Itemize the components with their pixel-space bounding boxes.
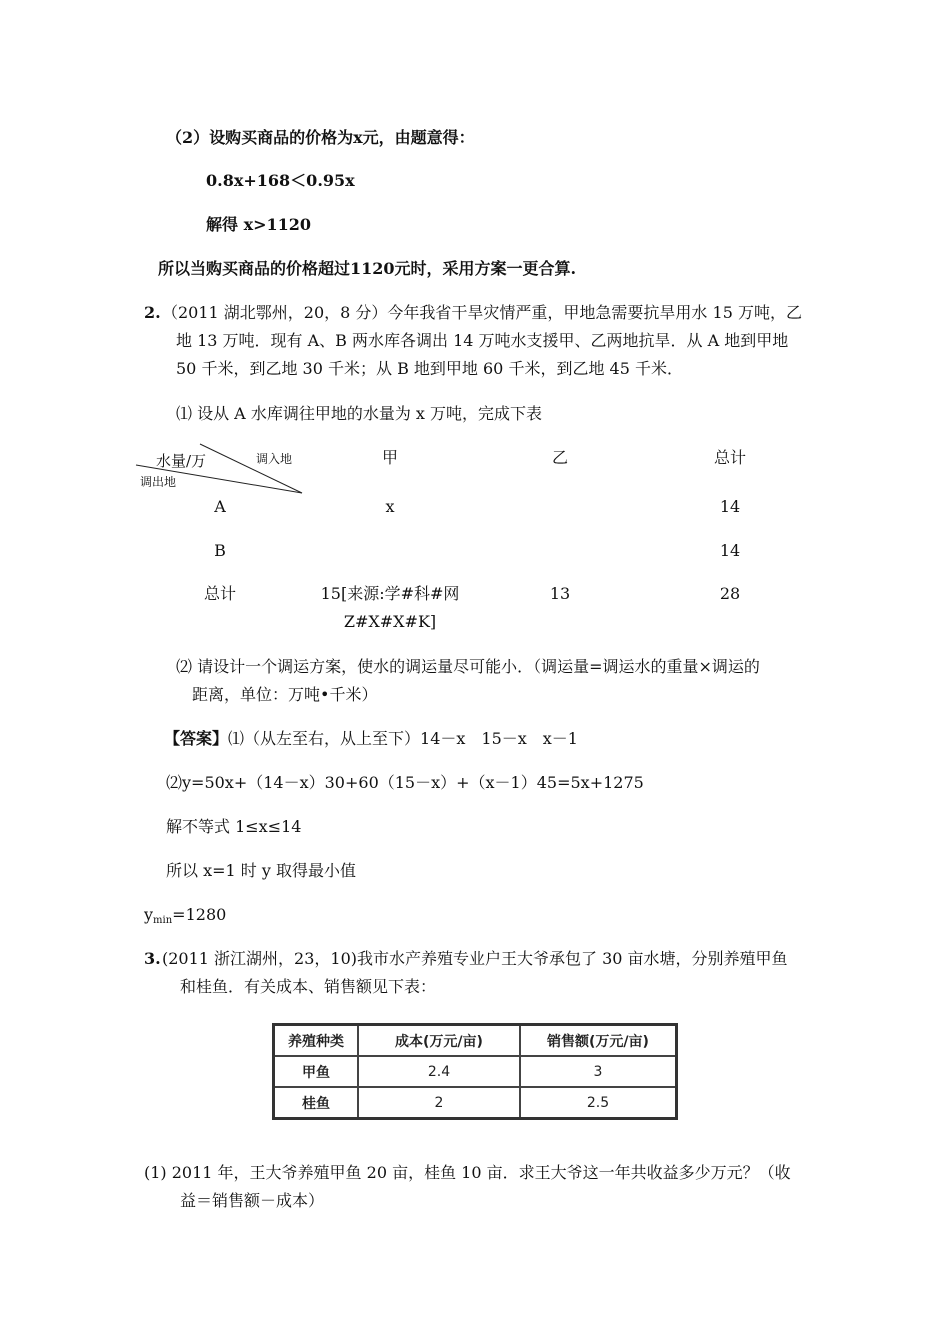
q2-number: 2. xyxy=(144,303,161,322)
ymin-value: =1280 xyxy=(172,905,227,924)
q2-stem-line2: 地 13 万吨．现有 A、B 两水库各调出 14 万吨水支援甲、乙两地抗旱．从 A 地到甲地 xyxy=(176,331,789,350)
cell-total-jia-line2: Z#X#X#K] xyxy=(343,612,437,631)
answer-4: 所以 x=1 时 y 取得最小值 xyxy=(166,861,356,880)
row-label-a: A xyxy=(214,497,226,516)
answer-line1 xyxy=(164,728,578,750)
part2-inequality: 0.8x+168＜0.95x xyxy=(206,171,355,190)
answer-3: 解不等式 1≤x≤14 xyxy=(166,817,302,836)
corner-label-mid: 水量/万 xyxy=(156,452,207,470)
answer-2: ⑵y=50x+（14－x）30+60（15－x）+（x－1）45=5x+1275 xyxy=(166,773,644,792)
col-header-jia: 甲 xyxy=(381,448,398,467)
table-cell: 2 xyxy=(358,1087,520,1119)
table-header-row xyxy=(274,1025,677,1057)
q3-stem-line2: 和桂鱼．有关成本、销售额见下表： xyxy=(180,977,437,996)
row-label-total: 总计 xyxy=(203,584,236,603)
table-header: 养殖种类 xyxy=(274,1025,359,1057)
q2-sub1: ⑴ 设从 A 水库调往甲地的水量为 x 万吨，完成下表 xyxy=(176,404,543,423)
answer-label: 【答案】 xyxy=(164,729,229,748)
cell-a-jia: x xyxy=(385,497,395,516)
answer-ymin xyxy=(144,904,226,932)
corner-label-bottom: 调出地 xyxy=(140,475,177,489)
fish-cost-table xyxy=(272,1023,678,1120)
cell-total-total: 28 xyxy=(719,584,741,603)
q2-sub2-line1: ⑵ 请设计一个调运方案，使水的调运量尽可能小．（调运量=调运水的重量×调运的 xyxy=(176,657,760,676)
ymin-base: y xyxy=(144,905,154,924)
row-label-b: B xyxy=(214,541,226,560)
q3-number: 3. xyxy=(144,949,161,968)
q2-sub2-line2: 距离，单位：万吨•千米） xyxy=(192,685,378,704)
table-cell: 2.4 xyxy=(358,1056,520,1087)
part2-conclusion: 所以当购买商品的价格超过1120元时，采用方案一更合算. xyxy=(158,259,577,278)
col-header-yi: 乙 xyxy=(551,448,568,467)
table-header: 成本(万元/亩) xyxy=(358,1025,520,1057)
part2-heading: （2）设购买商品的价格为x元，由题意得： xyxy=(166,128,475,147)
q3-stem-line1: (2011 浙江湖州，23，10)我市水产养殖专业户王大爷承包了 30 亩水塘，分别养殖甲鱼 xyxy=(162,949,788,968)
col-header-total: 总计 xyxy=(713,448,746,467)
table-cell: 3 xyxy=(520,1056,677,1087)
table-header: 销售额(万元/亩) xyxy=(520,1025,677,1057)
q3-sub1-line1: (1) 2011 年，王大爷养殖甲鱼 20 亩，桂鱼 10 亩．求王大爷这一年共收益多少万元？（收 xyxy=(144,1163,791,1182)
part2-solve: 解得 x>1120 xyxy=(206,215,312,234)
table-cell: 桂鱼 xyxy=(274,1087,359,1119)
cell-b-total: 14 xyxy=(719,541,741,560)
table-cell: 甲鱼 xyxy=(274,1056,359,1087)
cell-total-jia-line1: 15[来源:学#科#网 xyxy=(320,584,460,603)
cell-total-yi: 13 xyxy=(549,584,571,603)
q2-stem-line3: 50 千米，到乙地 30 千米；从 B 地到甲地 60 千米，到乙地 45 千米． xyxy=(176,359,683,378)
q3-sub1-line2: 益＝销售额－成本） xyxy=(180,1191,325,1210)
cell-a-total: 14 xyxy=(719,497,741,516)
table-row xyxy=(274,1087,677,1119)
ymin-sub: min xyxy=(153,915,173,926)
table-row xyxy=(274,1056,677,1087)
answer-1: ⑴（从左至右，从上至下）14－x 15－x x－1 xyxy=(228,729,578,748)
q2-stem-line1: （2011 湖北鄂州，20，8 分）今年我省干旱灾情严重，甲地急需要抗旱用水 15 万吨，乙 xyxy=(162,303,802,322)
table-cell: 2.5 xyxy=(520,1087,677,1119)
corner-label-top: 调入地 xyxy=(256,452,293,466)
